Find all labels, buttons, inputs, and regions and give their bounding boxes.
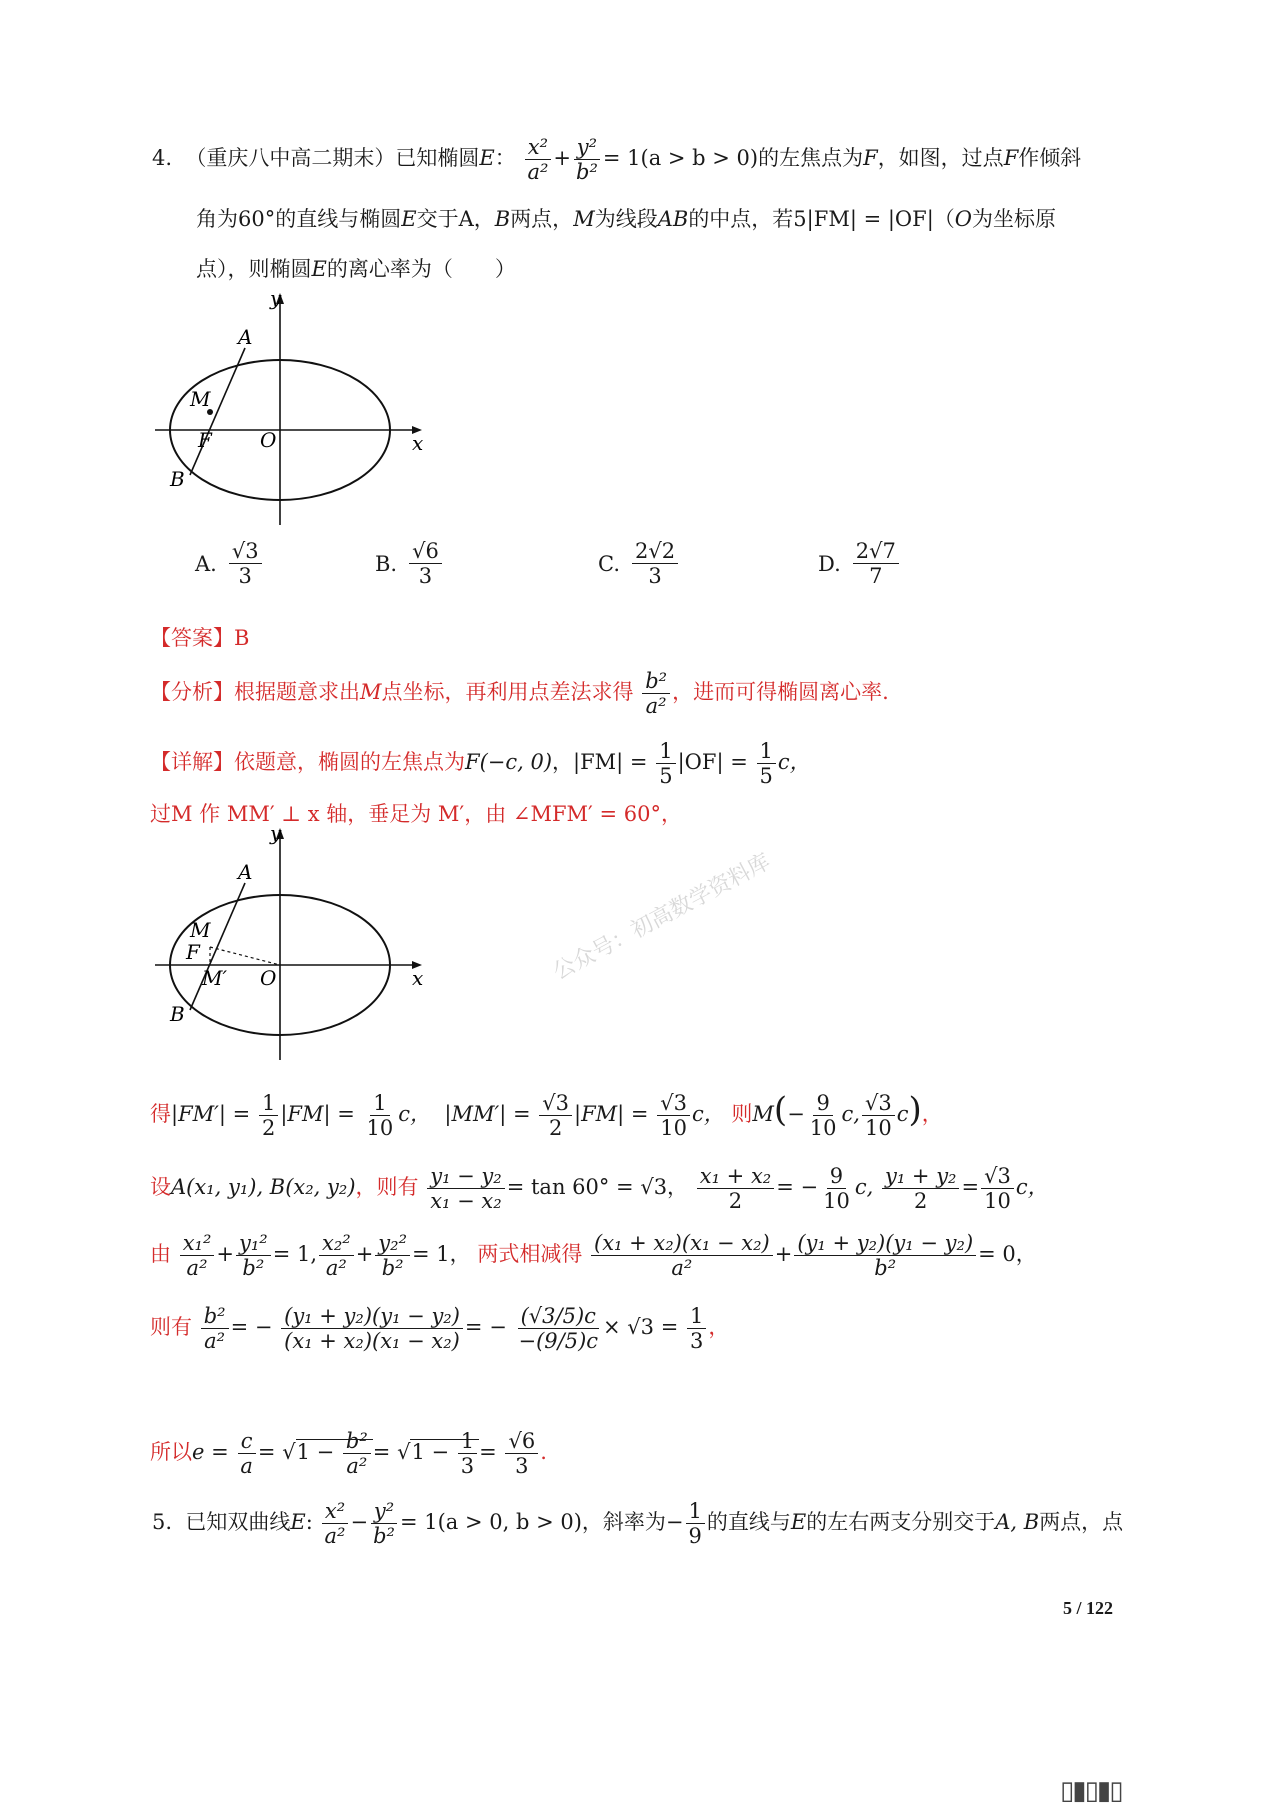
option-d[interactable]: D. $\frac{2√7}{7}$ [818,540,901,587]
analysis-line: 【分析】根据题意求出M点坐标，再利用点差法求得 $\frac{\text{b²}}{\text{a²}}$ ，进而可得椭圆离心率. [150,669,889,719]
fig1-F-label: F [198,428,212,452]
question-5-line-1: 5. 已知双曲线E: $\frac{\text{x²}}{\text{a²}}$ − $\frac{\text{y²}}{\text{b²}}$ = 1(a > 0, b > 0)，斜率为− $\frac{1}{9}$ 的直线与E的左右两支分别交于A, B两点，点 [152,1499,1124,1549]
fraction: $\frac{\text{x²}}{\text{a²}}$ [524,136,551,183]
document-stack-icon: ▯▮▯▮▯ [1060,1776,1122,1806]
fig2-M-label: M [190,918,211,942]
fig2-B-label: B [170,1002,185,1026]
detail-line-6: 则有 $\frac{\text{b²}}{\text{a²}}$ = − $\frac{\text{(y₁ + y₂)(y₁ − y₂)}}{\text{(x₁ + x₂)(x₁ − x₂)}}$ = − $\frac{(√3/5)c}{-(9/5)c}$ × √3 = $\frac{1}{3}$ ， [150,1304,730,1354]
fig2-A-label: A [238,860,253,884]
fig1-x-label: x [412,431,424,455]
fig1-y-label: y [270,290,282,310]
fig2-x-label: x [412,966,424,990]
fig1-M-label: M [190,387,211,411]
question-4-line-2: 角为60°的直线与椭圆E交于A，B两点，M为线段AB的中点，若5|FM| = |OF|（O为坐标原 [196,207,1056,231]
ellipse-figure-2 [150,825,430,1070]
detail-line-2: 过M 作 MM′ ⊥ x 轴，垂足为 M′，由 ∠MFM′ = 60°， [150,802,682,826]
option-a[interactable]: A. $\frac{√3}{3}$ [195,540,264,587]
page-number: 5 / 122 [1063,1598,1114,1618]
option-c[interactable]: C. $\frac{2√2}{3}$ [598,540,680,587]
option-b[interactable]: B. $\frac{√6}{3}$ [375,540,444,587]
fig1-A-label: A [238,325,253,349]
detail-line-7: 所以e = $\frac{c}{a}$ = √1 − $\frac{\text{b²}}{\text{a²}}$ = √1 − $\frac{1}{3}$ = $\frac{√6}{3}$ . [150,1429,547,1479]
detail-line-3: 得|FM′| = $\frac{1}{2}$ |FM| = $\frac{1}{10}$ c， |MM′| = $\frac{√3}{2}$ |FM| = $\frac{√3}{10}$ c， 则M(− $\frac{9}{10}$ c, $\frac{√3}{10}$ c)， [150,1090,943,1140]
detail-line-4: 设A(x₁, y₁), B(x₂, y₂)，则有 $\frac{\text{y₁ − y₂}}{\text{x₁ − x₂}}$ = tan 60° = √3， $\frac{\text{x₁ + x₂}}{2}$ = − $\frac{9}{10}$ c, $\frac{\text{y₁ + y₂}}{2}$ = $\frac{√3}{10}$ c， [150,1164,1049,1214]
watermark: 公众号：初高数学资料库 [549,849,775,986]
fig2-Mprime-label: M′ [202,966,228,990]
detail-line-5: 由 $\frac{\text{x₁²}}{\text{a²}}$ + $\frac{\text{y₁²}}{\text{b²}}$ = 1, $\frac{\text{x₂²}}{\text{a²}}$ + $\frac{\text{y₂²}}{\text{b²}}$ = 1， 两式相减得 $\frac{\text{(x₁ + x₂)(x₁ − x₂)}}{\text{a²}}$ + $\frac{\text{(y₁ + y₂)(y₁ − y₂)}}{\text{b²}}$ = 0， [150,1231,1037,1281]
fraction: $\frac{\text{y²}}{\text{b²}}$ [573,136,601,183]
detail-line-1: 【详解】依题意，椭圆的左焦点为F(−c, 0)，|FM| = $\frac{1}{5}$ |OF| = $\frac{1}{5}$ c， [150,739,811,789]
fig2-F-label: F [186,940,200,964]
answer-line: 【答案】B [150,626,250,650]
fig1-B-label: B [170,467,185,491]
question-4-line-3: 点），则椭圆E的离心率为（ ） [196,257,516,281]
fig2-O-label: O [260,966,277,990]
question-4-line-1: 4. （重庆八中高二期末）已知椭圆E： $\frac{\text{x²}}{\text{a²}}$ + $\frac{\text{y²}}{\text{b²}}$ = 1(a > b > 0)的左焦点为F，如图，过点F作倾斜 [152,135,1082,185]
fig2-y-label: y [270,825,282,845]
fig1-O-label: O [260,428,277,452]
ellipse-figure-1 [150,290,430,535]
